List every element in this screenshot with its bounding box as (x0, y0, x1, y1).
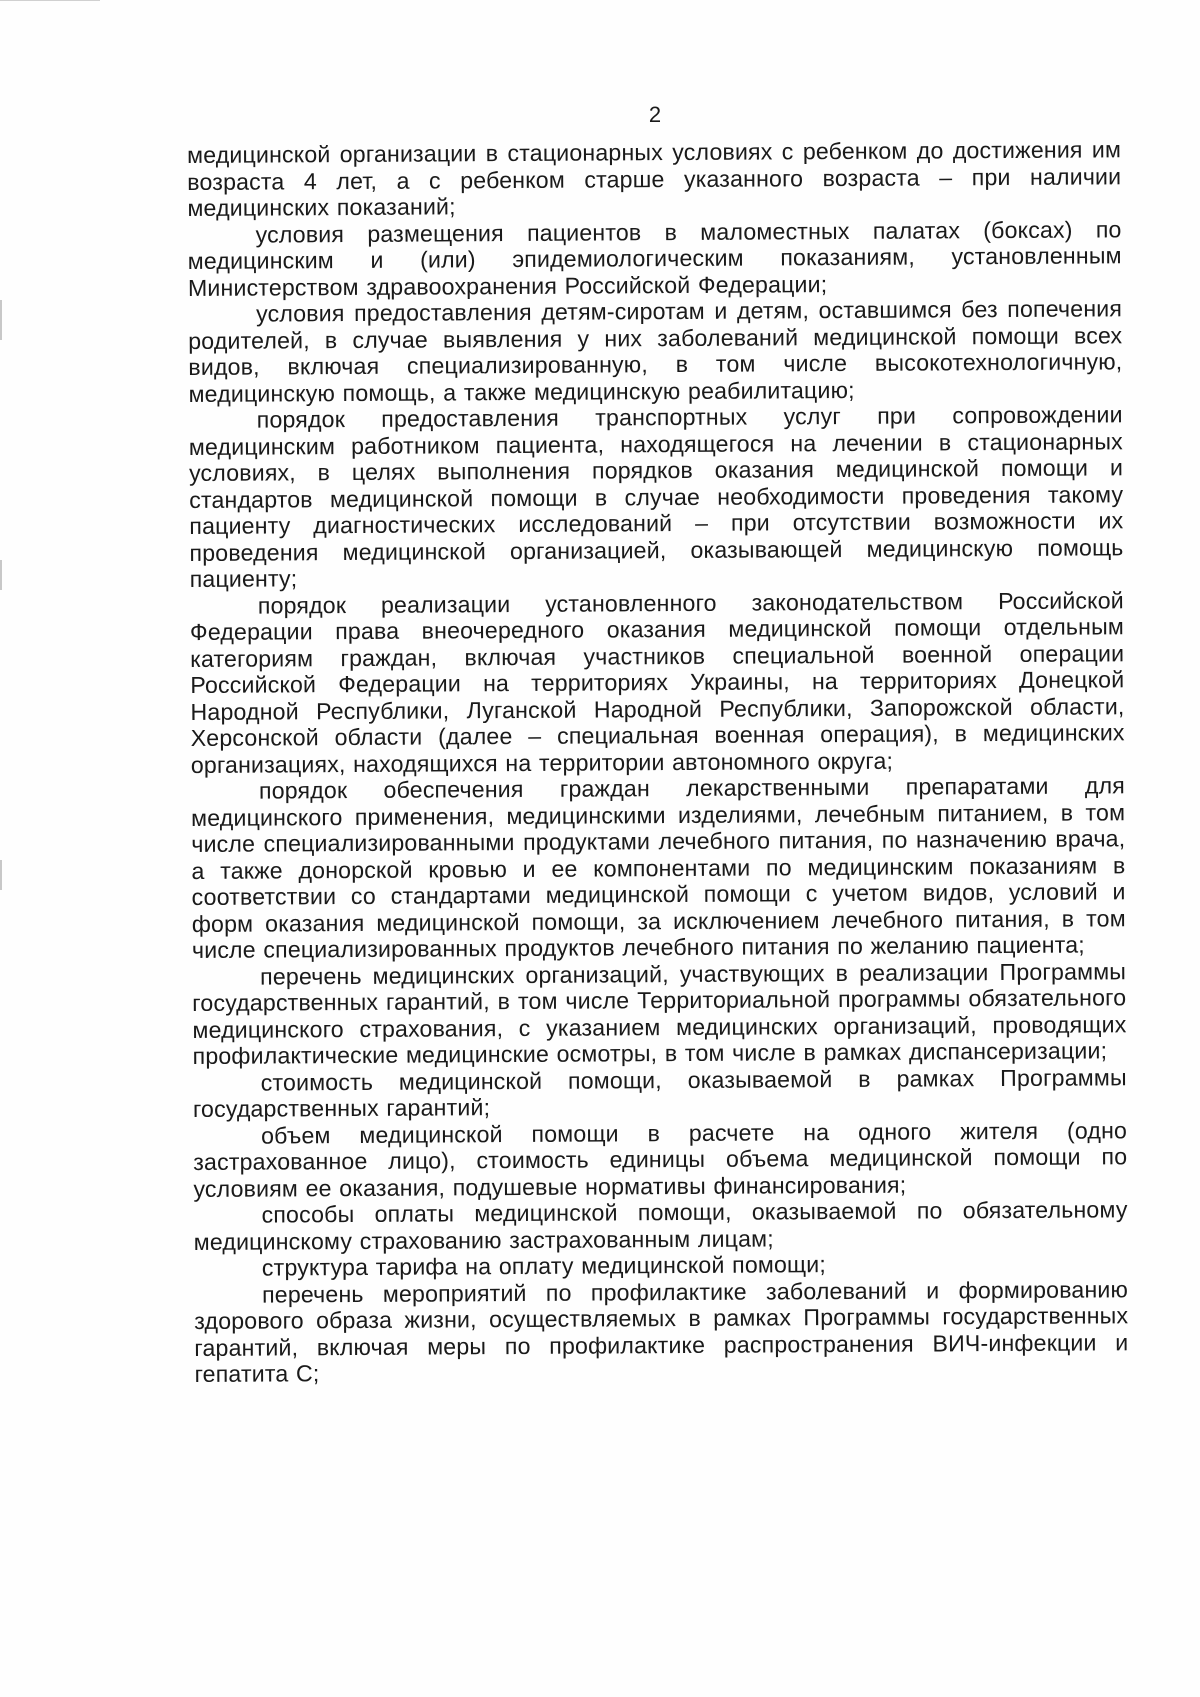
paragraph: условия размещения пациентов в маломестных палатах (боксах) по медицинским и (или) эпидемиологическим показаниям, установленным Министерством здравоохранения Российской Федерации; (187, 215, 1122, 301)
paragraph: стоимость медицинской помощи, оказываемой в рамках Программы государственных гарантий; (192, 1063, 1127, 1122)
paragraph: объем медицинской помощи в расчете на одного жителя (одно застрахованное лицо), стоимость единицы объема медицинской помощи по условиям ее оказания, подушевые нормативы финансирования; (193, 1116, 1128, 1202)
paragraph: порядок обеспечения граждан лекарственными препаратами для медицинского применения, медицинскими изделиями, лечебным питанием, в том числе специализированными продуктами лечебного питания, по назначению врача, а также донорской кровью и ее компонентами по медицинским показаниям в соответствии со стандартами медицинской помощи с учетом видов, условий и форм оказания медицинской помощи, за исключением лечебного питания, в том числе специализированных продуктов лечебного питания по желанию пациента; (191, 772, 1126, 963)
paragraph: порядок предоставления транспортных услуг при сопровождении медицинским работником пациента, находящегося на лечении в стационарных условиях, в целях выполнения порядков оказания медицинской помощи и стандартов медицинской помощи в случае необходимости проведения такому пациенту диагностических исследований – при отсутствии возможности их проведения медицинской организацией, оказывающей медицинскую помощь пациенту; (188, 401, 1124, 592)
scan-edge-mark (0, 560, 2, 590)
paragraph: способы оплаты медицинской помощи, оказываемой по обязательному медицинскому страхованию застрахованным лицам; (193, 1196, 1128, 1255)
paragraph: порядок реализации установленного законодательством Российской Федерации права внеочередного оказания медицинской помощи отдельным категориям граждан, включая участников специальной военной операции Российской Федерации на территориях Украины, на территориях Донецкой Народной Республики, Луганской Народной Республики, Запорожской области, Херсонской области (далее – специальная военная операция), в медицинских организациях, находящихся на территории автономного округа; (189, 586, 1125, 778)
paragraph: условия предоставления детям-сиротам и детям, оставшимся без попечения родителей, в случае выявления у них заболеваний медицинской помощи всех видов, включая специализированную, в том числе высокотехнологичную, медицинскую помощь, а также медицинскую реабилитацию; (188, 295, 1123, 407)
scan-edge-mark (0, 0, 100, 1)
scan-edge-mark (0, 300, 2, 340)
document-body (187, 136, 1129, 1387)
paragraph: структура тарифа на оплату медицинской помощи; (261, 1251, 826, 1281)
paragraph: перечень мероприятий по профилактике заболеваний и формированию здорового образа жизни, осуществляемых в рамках Программы государственных гарантий, включая меры по профилактике распространения ВИЧ-инфекции и гепатита С; (194, 1275, 1129, 1387)
scan-edge-mark (0, 860, 2, 890)
page-number: 2 (648, 102, 662, 127)
paragraph: медицинской организации в стационарных условиях с ребенком до достижения им возраста 4 лет, а с ребенком старше указанного возраста – при наличии медицинских показаний; (187, 136, 1122, 221)
paragraph: перечень медицинских организаций, участвующих в реализации Программы государственных гарантий, в том числе Территориальной программы обязательного медицинского страхования, с указанием медицинских организаций, проводящих профилактические медицинские осмотры, в том числе в рамках диспансеризации; (192, 957, 1127, 1069)
